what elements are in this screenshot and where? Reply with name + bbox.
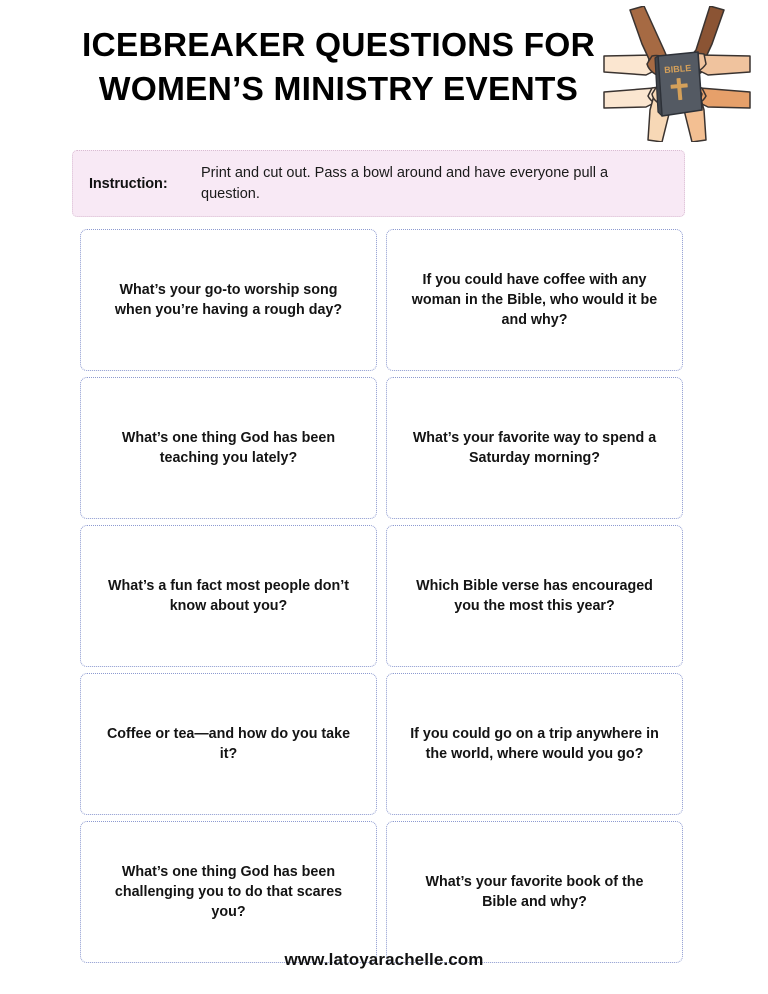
page-title-line-1: ICEBREAKER QUESTIONS FOR <box>82 27 595 64</box>
hands-holding-bible-illustration <box>602 6 752 142</box>
svg-text:BIBLE: BIBLE <box>663 62 692 76</box>
question-card[interactable] <box>386 673 683 815</box>
question-card-text: What’s one thing God has been teaching you lately? <box>121 429 336 466</box>
page-title-line-2: WOMEN’S MINISTRY EVENTS <box>98 71 579 109</box>
question-card-text: What’s a fun fact most people don’t know about you? <box>108 577 349 614</box>
question-card[interactable] <box>80 377 377 519</box>
question-card[interactable] <box>80 821 377 963</box>
question-card[interactable] <box>386 525 683 667</box>
question-card-text: What’s your favorite way to spend a Saturday morning? <box>412 429 657 466</box>
website-url[interactable]: www.latoyarachelle.com <box>284 950 484 969</box>
question-card-text: What’s one thing God has been challenging you to do that scares you? <box>114 863 343 921</box>
question-card-text: Which Bible verse has encouraged you the most this year? <box>416 577 653 614</box>
question-card-text: What’s your go-to worship song when you’re having a rough day? <box>114 281 343 318</box>
question-card[interactable] <box>80 525 377 667</box>
page-title <box>66 24 611 112</box>
instruction-label: Instruction: <box>89 175 168 192</box>
question-card-grid <box>80 229 683 963</box>
question-card-text: If you could have coffee with any woman in the Bible, who would it be and why? <box>411 271 658 329</box>
question-card-text: Coffee or tea—and how do you take it? <box>106 725 351 762</box>
page-header <box>0 0 768 140</box>
instruction-text: Print and cut out. Pass a bowl around and have everyone pull a question. <box>201 165 609 202</box>
question-card[interactable] <box>386 821 683 963</box>
question-card-text: What’s your favorite book of the Bible and why? <box>425 873 644 910</box>
question-card[interactable] <box>80 673 377 815</box>
question-card[interactable] <box>386 377 683 519</box>
question-card-text: If you could go on a trip anywhere in the world, where would you go? <box>410 725 659 762</box>
instruction-box <box>72 150 685 217</box>
page-footer <box>0 950 768 970</box>
question-card[interactable] <box>386 229 683 371</box>
question-card[interactable] <box>80 229 377 371</box>
